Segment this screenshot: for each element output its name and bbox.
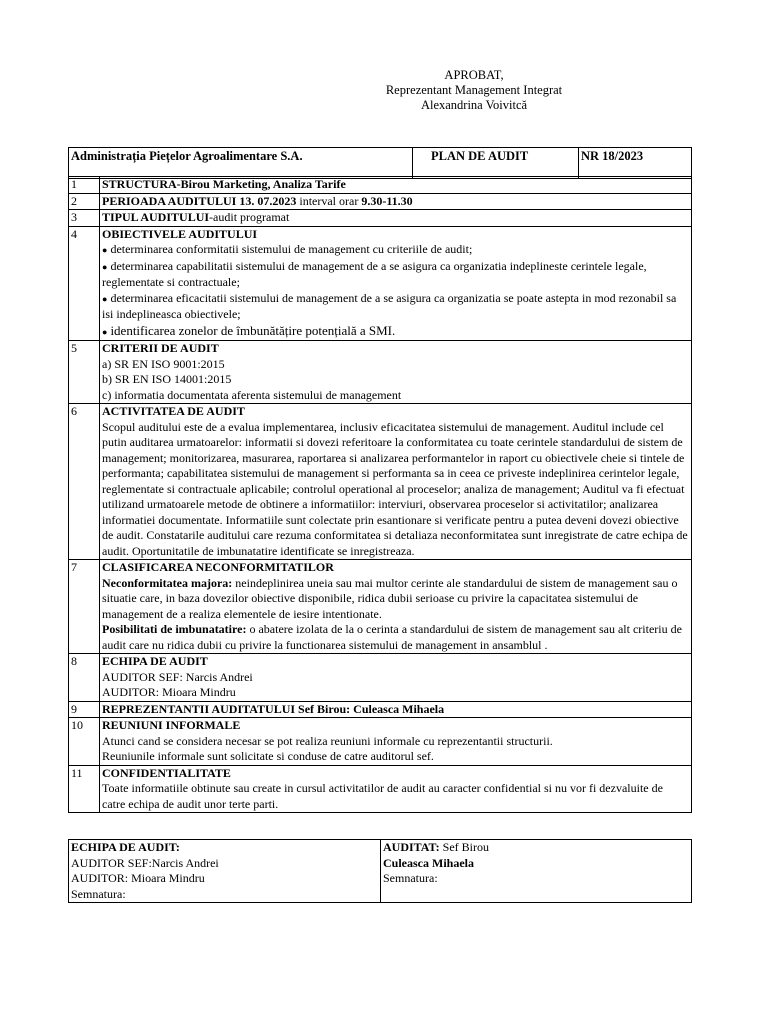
- section-title: REPREZENTANTII AUDITATULUI Sef Birou: Culeasca Mihaela: [102, 701, 445, 716]
- section-number: 2: [69, 193, 100, 210]
- section-title: CRITERII DE AUDIT: [102, 341, 219, 355]
- section-number: 1: [69, 177, 100, 194]
- major-nonconformity: [102, 576, 689, 623]
- section-row-8: [69, 654, 692, 702]
- audit-plan-table: [68, 176, 692, 813]
- section-title: STRUCTURA-Birou Marketing, Analiza Tarife: [102, 177, 346, 191]
- section-number: 7: [69, 560, 100, 654]
- section-title: PERIOADA AUDITULUI 13. 07.2023: [102, 193, 297, 208]
- section-row-1: [69, 177, 692, 194]
- auditor: AUDITOR: Mioara Mindru: [71, 871, 205, 885]
- audit-type-value: -audit programat: [209, 210, 290, 224]
- team-member: AUDITOR SEF: Narcis Andrei: [102, 669, 253, 684]
- signature-label: Semnatura:: [71, 886, 126, 901]
- section-row-6: [69, 404, 692, 560]
- improvement-opportunity: [102, 622, 689, 653]
- signature-table: [68, 839, 692, 903]
- objective-item: ● identificarea zonelor de îmbunătățire potențială a SMI.: [102, 323, 689, 341]
- section-title: CONFIDENTIALITATE: [102, 765, 231, 780]
- section-title: ECHIPA DE AUDIT: [102, 654, 208, 668]
- section-row-7: [69, 560, 692, 654]
- interval-value: 9.30-11.30: [361, 193, 413, 208]
- objective-item: ● determinarea eficacitatii sistemului de management de a se asigura ca organizatia se poate astepta in mod rezonabil sa isi indeplineasca obiectivele;: [102, 291, 689, 323]
- confidentiality-text: Toate informatiile obtinute sau create in cursul activitatilor de audit au caracter confidential si nu vor fi dezvaluite de catre echipa de audit unor terte parti.: [102, 781, 663, 811]
- objective-item: ● determinarea capabilitatii sistemului de management de a se asigura ca organizatia indeplineste cerintele legale, reglementate si contractuale;: [102, 259, 689, 291]
- approval-name: Alexandrina Voivitcă: [420, 98, 528, 112]
- section-number: 11: [69, 765, 100, 813]
- meeting-note: Reuniunile informale sunt solicitate si conduse de catre auditorul sef.: [102, 749, 434, 763]
- team-member: AUDITOR: Mioara Mindru: [102, 685, 236, 699]
- section-title: ACTIVITATEA DE AUDIT: [102, 404, 245, 418]
- section-row-10: [69, 718, 692, 766]
- audit-team-signature-cell: [69, 840, 381, 903]
- signature-label: Semnatura:: [383, 871, 438, 885]
- section-number: 5: [69, 341, 100, 404]
- major-label: Neconformitatea majora:: [102, 575, 233, 590]
- auditee-signature-cell: [381, 840, 692, 903]
- section-number: 9: [69, 701, 100, 718]
- interval-label: interval orar: [296, 193, 362, 208]
- major-text: neindeplinirea uneia sau mai multor cerinte ale standardului de sistem de management sau o situatie care, in baza dovezilor obiective disponibile, ridica dubii serioase cu privire la capacitatea sistemului de management de a realiza elementele de iesire intentionate.: [102, 575, 678, 621]
- section-title: TIPUL AUDITULUI: [102, 210, 210, 224]
- approval-title: APROBAT,: [444, 68, 504, 82]
- section-row-3: [69, 210, 692, 227]
- auditee-role: Sef Birou: [439, 840, 490, 854]
- section-title: OBIECTIVELE AUDITULUI: [102, 226, 258, 241]
- document-header-table: [68, 147, 692, 179]
- organization-name: Administrația Piețelor Agroalimentare S.A.: [69, 148, 413, 179]
- section-row-2: [69, 193, 692, 210]
- auditee-title: AUDITAT:: [383, 840, 440, 854]
- section-number: 8: [69, 654, 100, 702]
- criteria-item: c) informatia documentata aferenta sistemului de management: [102, 387, 402, 402]
- approval-role: Reprezentant Management Integrat: [385, 83, 563, 97]
- section-row-5: [69, 341, 692, 404]
- plan-title: PLAN DE AUDIT: [413, 148, 579, 179]
- auditee-name: Culeasca Mihaela: [383, 855, 474, 870]
- section-title: REUNIUNI INFORMALE: [102, 718, 241, 732]
- criteria-item: b) SR EN ISO 14001:2015: [102, 372, 232, 386]
- audit-team-title: ECHIPA DE AUDIT:: [71, 840, 180, 854]
- audit-activity-text: Scopul auditului este de a evalua implementarea, inclusiv eficacitatea sistemului de management. Auditul include cel putin auditarea urmatoarelor: informatii si dovezi referitoare la conformitatea cu toate cerintele standardului de sistem de management; monitorizarea, masurarea, raportarea si analizarea performantelor in raport cu obiectivele cheie si tintele de performanta; capabilitatea sistemului de management si performanta sa in ceea ce priveste indeplinirea cerintelor legale, reglementate si contractuale aplicabile; controlul operational al proceselor; analiza de management; Auditul va fi efectuat utilizand urmatoarele metode de obtinere a informatiilor: interviuri, observarea proceselor si activitatilor; analizarea informatiei documentate. Informatiile sunt colectate prin esantionare si verificate pentru a putea deveni dovezi obiective de audit. Constatarile auditului care rezuma conformitatea si detaliaza neconformitatea sunt inregistrate de catre echipa de audit. Oportunitatile de imbunatatire identificate se inregistreaza.: [102, 419, 688, 558]
- section-row-4: [69, 226, 692, 341]
- section-number: 4: [69, 226, 100, 341]
- section-number: 3: [69, 210, 100, 227]
- approval-block: [300, 68, 648, 113]
- lead-auditor: AUDITOR SEF:Narcis Andrei: [71, 855, 219, 870]
- plan-number: NR 18/2023: [579, 148, 692, 179]
- minor-label: Posibilitati de imbunatatire:: [102, 622, 247, 636]
- section-row-9: [69, 701, 692, 718]
- section-number: 10: [69, 718, 100, 766]
- criteria-item: a) SR EN ISO 9001:2015: [102, 356, 225, 371]
- section-title: CLASIFICAREA NECONFORMITATILOR: [102, 560, 334, 574]
- minor-text: o abatere izolata de la o cerinta a standardului de sistem de management sau alt criteriu de audit care nu ridica dubii cu privire la functionarea sistemului de management in ansamblul .: [102, 622, 682, 652]
- section-row-11: [69, 765, 692, 813]
- meeting-note: Atunci cand se considera necesar se pot realiza reuniuni informale cu reprezentantii structurii.: [102, 733, 553, 748]
- objective-item: ● determinarea conformitatii sistemului de management cu criteriile de audit;: [102, 242, 689, 259]
- section-number: 6: [69, 404, 100, 560]
